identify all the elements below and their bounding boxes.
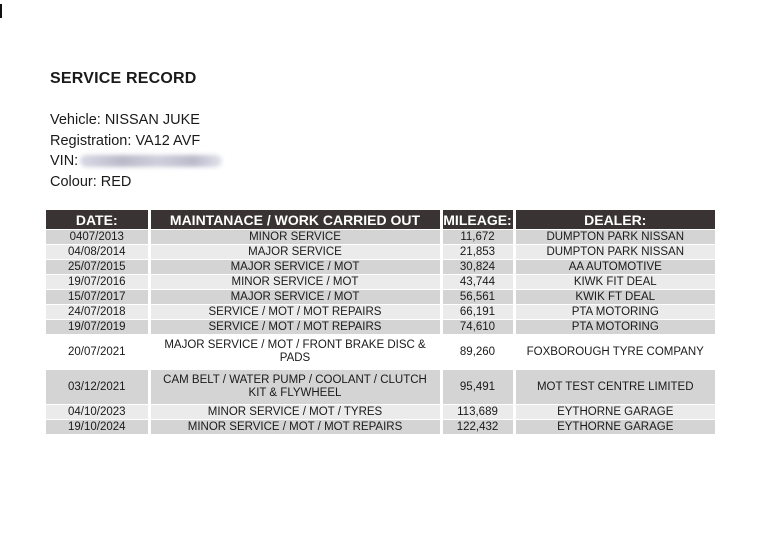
cell-mileage: 66,191 <box>441 305 514 320</box>
cell-dealer: FOXBOROUGH TYRE COMPANY <box>514 335 715 370</box>
table-row <box>46 335 715 370</box>
cell-dealer: AA AUTOMOTIVE <box>514 260 715 275</box>
cell-mileage: 43,744 <box>441 275 514 290</box>
cell-dealer: DUMPTON PARK NISSAN <box>514 245 715 260</box>
cell-work: CAM BELT / WATER PUMP / COOLANT / CLUTCH KIT & FLYWHEEL <box>149 370 441 405</box>
cell-work: MINOR SERVICE / MOT / MOT REPAIRS <box>149 420 441 435</box>
cell-work: MINOR SERVICE / MOT / TYRES <box>149 405 441 420</box>
cell-date: 15/07/2017 <box>46 290 149 305</box>
vehicle-value: NISSAN JUKE <box>104 112 200 128</box>
cell-date: 04/08/2014 <box>46 245 149 260</box>
table-row <box>46 305 715 320</box>
vehicle-label: Vehicle: <box>50 112 101 128</box>
cell-mileage: 56,561 <box>441 290 514 305</box>
vehicle-info <box>50 110 222 192</box>
cell-mileage: 89,260 <box>441 335 514 370</box>
vehicle-row <box>50 110 222 131</box>
table-header-row <box>46 210 715 230</box>
colour-value: RED <box>100 173 132 190</box>
cell-mileage: 21,853 <box>441 245 514 260</box>
registration-row <box>50 131 222 152</box>
cell-date: 24/07/2018 <box>46 305 149 320</box>
cell-work: SERVICE / MOT / MOT REPAIRS <box>149 305 441 320</box>
table-row <box>46 420 715 435</box>
colour-label: Colour: <box>50 173 97 190</box>
cell-dealer: KWIK FT DEAL <box>514 290 715 305</box>
service-record-table <box>46 210 715 434</box>
cell-work: MAJOR SERVICE <box>149 245 441 260</box>
cell-mileage: 11,672 <box>441 230 514 245</box>
cell-dealer: EYTHORNE GARAGE <box>514 420 715 435</box>
header-date: DATE: <box>46 210 149 230</box>
cell-date: 0407/2013 <box>46 230 149 245</box>
cell-date: 19/07/2019 <box>46 320 149 335</box>
cell-mileage: 74,610 <box>441 320 514 335</box>
cell-mileage: 95,491 <box>441 370 514 405</box>
table-row <box>46 370 715 405</box>
table-row <box>46 230 715 245</box>
cell-dealer: EYTHORNE GARAGE <box>514 405 715 420</box>
cell-dealer: PTA MOTORING <box>514 320 715 335</box>
cell-mileage: 113,689 <box>441 405 514 420</box>
cell-mileage: 122,432 <box>441 420 514 435</box>
cell-dealer: KIWK FIT DEAL <box>514 275 715 290</box>
cell-date: 20/07/2021 <box>46 335 149 370</box>
vin-label: VIN: <box>50 153 79 169</box>
table-row <box>46 245 715 260</box>
cell-work: SERVICE / MOT / MOT REPAIRS <box>149 320 441 335</box>
cell-work: MINOR SERVICE / MOT <box>149 275 441 290</box>
registration-label: Registration: <box>50 132 132 149</box>
cell-date: 04/10/2023 <box>46 405 149 420</box>
table-row <box>46 275 715 290</box>
scan-edge-mark <box>0 4 2 18</box>
table-row <box>46 320 715 335</box>
vin-redacted-blur <box>80 155 222 167</box>
colour-row <box>50 172 222 193</box>
cell-date: 25/07/2015 <box>46 260 149 275</box>
header-dealer: DEALER: <box>514 210 715 230</box>
cell-work: MAJOR SERVICE / MOT <box>149 260 441 275</box>
cell-mileage: 30,824 <box>441 260 514 275</box>
header-mileage: MILEAGE: <box>441 210 514 230</box>
table-row <box>46 290 715 305</box>
cell-date: 03/12/2021 <box>46 370 149 405</box>
cell-dealer: DUMPTON PARK NISSAN <box>514 230 715 245</box>
cell-work: MAJOR SERVICE / MOT / FRONT BRAKE DISC & PADS <box>149 335 441 370</box>
table-row <box>46 260 715 275</box>
registration-value: VA12 AVF <box>135 132 201 149</box>
table-row <box>46 405 715 420</box>
vin-row <box>50 151 222 172</box>
page-title: SERVICE RECORD <box>50 70 197 87</box>
cell-dealer: PTA MOTORING <box>514 305 715 320</box>
cell-date: 19/07/2016 <box>46 275 149 290</box>
cell-work: MINOR SERVICE <box>149 230 441 245</box>
cell-date: 19/10/2024 <box>46 420 149 435</box>
header-work: MAINTANACE / WORK CARRIED OUT <box>149 210 441 230</box>
cell-work: MAJOR SERVICE / MOT <box>149 290 441 305</box>
cell-dealer: MOT TEST CENTRE LIMITED <box>514 370 715 405</box>
